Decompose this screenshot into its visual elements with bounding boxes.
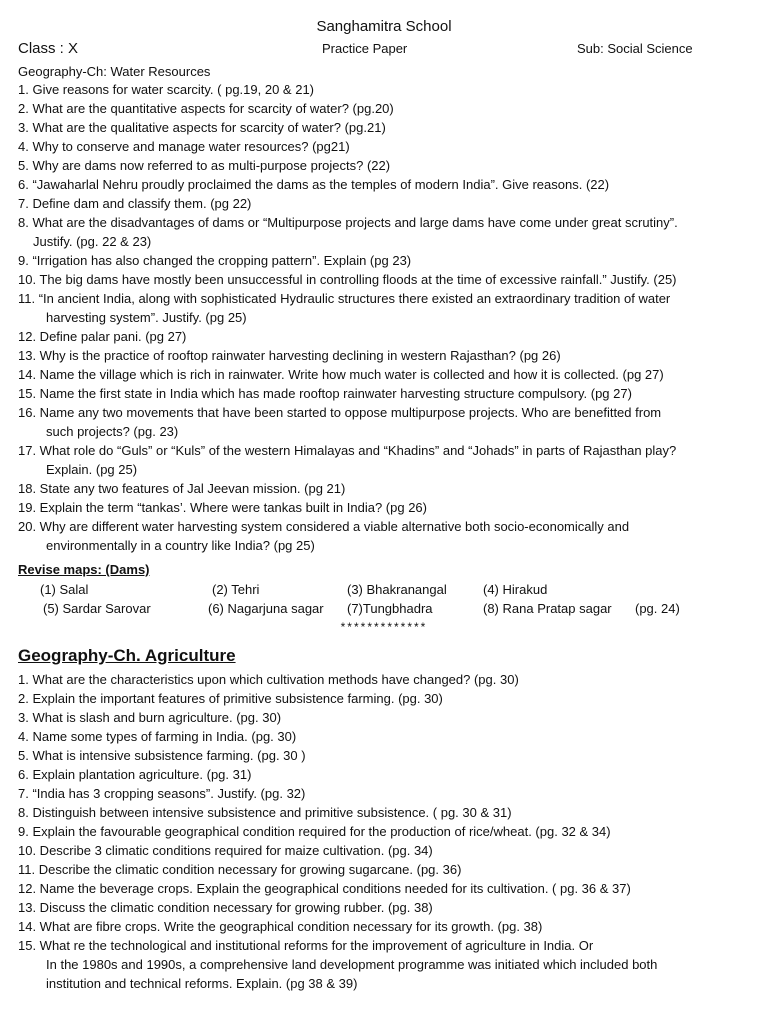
question-text: 13. Why is the practice of rooftop rainwater harvesting declining in western Rajasthan? (pg 26) (18, 348, 561, 363)
question-item (18, 708, 758, 727)
question-continuation: institution and technical reforms. Explain. (pg 38 & 39) (46, 976, 358, 991)
question-text: 19. Explain the term “tankas’. Where were tankas built in India? (pg 26) (18, 500, 427, 515)
question-item (18, 879, 758, 898)
question-text: 3. What is slash and burn agriculture. (pg. 30) (18, 710, 282, 725)
revise-maps-title: Revise maps: (Dams) (18, 562, 150, 577)
question-item (18, 118, 758, 137)
question-text: 12. Define palar pani. (pg 27) (18, 329, 187, 344)
question-item (18, 670, 758, 689)
question-item (18, 384, 758, 403)
question-text: 1. What are the characteristics upon which cultivation methods have changed? (pg. 30) (18, 672, 519, 687)
question-text: 11. “In ancient India, along with sophisticated Hydraulic structures there existed an extraordinary tradition of water (18, 291, 671, 306)
separator-stars: ************* (340, 620, 428, 634)
question-item (18, 746, 758, 765)
section-water-title: Geography-Ch: Water Resources (18, 64, 211, 79)
question-text: 9. Explain the favourable geographical condition required for the production of rice/wheat. (pg. 32 & 34) (18, 824, 611, 839)
question-item (18, 270, 758, 289)
water-questions-list (18, 80, 758, 555)
question-text: 15. What re the technological and institutional reforms for the improvement of agriculture in India. Or (18, 938, 594, 953)
question-item (18, 156, 758, 175)
question-text: 16. Name any two movements that have been started to oppose multipurpose projects. Who are benefitted from (18, 405, 662, 420)
map-item: (5) Sardar Sarovar (43, 601, 151, 616)
question-text: 9. “Irrigation has also changed the cropping pattern”. Explain (pg 23) (18, 253, 412, 268)
question-text: 6. Explain plantation agriculture. (pg. 31) (18, 767, 252, 782)
question-item (18, 727, 758, 746)
question-text: 5. What is intensive subsistence farming. (pg. 30 ) (18, 748, 306, 763)
question-continuation: Justify. (pg. 22 & 23) (33, 234, 152, 249)
question-item (18, 860, 758, 879)
question-text: 6. “Jawaharlal Nehru proudly proclaimed the dams as the temples of modern India”. Give reasons. (22) (18, 177, 610, 192)
question-text: 18. State any two features of Jal Jeevan mission. (pg 21) (18, 481, 346, 496)
question-item (18, 137, 758, 156)
question-text: 8. Distinguish between intensive subsistence and primitive subsistence. ( pg. 30 & 31) (18, 805, 512, 820)
question-text: 13. Discuss the climatic condition necessary for growing rubber. (pg. 38) (18, 900, 433, 915)
section-agriculture-title: Geography-Ch. Agriculture (18, 646, 236, 665)
question-item (18, 917, 758, 936)
question-text: 4. Name some types of farming in India. (pg. 30) (18, 729, 297, 744)
question-text: 17. What role do “Guls” or “Kuls” of the western Himalayas and “Khadins” and “Johads” in parts of Rajasthan play? (18, 443, 677, 458)
map-page-ref: (pg. 24) (635, 601, 680, 616)
question-item (18, 365, 758, 384)
question-text: 3. What are the qualitative aspects for scarcity of water? (pg.21) (18, 120, 386, 135)
question-text: 7. Define dam and classify them. (pg 22) (18, 196, 252, 211)
question-text: 12. Name the beverage crops. Explain the geographical conditions needed for its cultivation. ( pg. 36 & 37) (18, 881, 631, 896)
question-text: 10. Describe 3 climatic conditions required for maize cultivation. (pg. 34) (18, 843, 433, 858)
question-text: 2. What are the quantitative aspects for scarcity of water? (pg.20) (18, 101, 394, 116)
question-item (18, 517, 758, 555)
question-text: 14. What are fibre crops. Write the geographical condition necessary for its growth. (pg. 38) (18, 919, 543, 934)
question-item (18, 784, 758, 803)
question-item (18, 251, 758, 270)
question-text: 2. Explain the important features of primitive subsistence farming. (pg. 30) (18, 691, 443, 706)
map-item: (3) Bhakranangal (347, 582, 447, 597)
question-text: 10. The big dams have mostly been unsuccessful in controlling floods at the time of excessive rainfall.” Justify. (25) (18, 272, 677, 287)
question-item (18, 841, 758, 860)
question-item (18, 689, 758, 708)
question-item (18, 175, 758, 194)
map-item: (8) Rana Pratap sagar (483, 601, 612, 616)
question-text: 14. Name the village which is rich in rainwater. Write how much water is collected and how it is collected. (pg 27) (18, 367, 664, 382)
question-continuation: harvesting system”. Justify. (pg 25) (46, 310, 247, 325)
question-text: 8. What are the disadvantages of dams or “Multipurpose projects and large dams have come under great scrutiny”. (18, 215, 678, 230)
map-item: (2) Tehri (212, 582, 260, 597)
question-item (18, 765, 758, 784)
question-text: 4. Why to conserve and manage water resources? (pg21) (18, 139, 350, 154)
question-continuation: In the 1980s and 1990s, a comprehensive land development programme was initiated which included both (46, 957, 658, 972)
question-item (18, 289, 758, 327)
paper-title: Practice Paper (322, 41, 408, 56)
subject-label: Sub: Social Science (577, 41, 693, 56)
question-item (18, 213, 758, 251)
question-text: 7. “India has 3 cropping seasons”. Justify. (pg. 32) (18, 786, 306, 801)
question-item (18, 498, 758, 517)
question-item (18, 403, 758, 441)
question-item (18, 479, 758, 498)
question-item (18, 80, 758, 99)
map-item: (4) Hirakud (483, 582, 548, 597)
question-item (18, 327, 758, 346)
question-text: 11. Describe the climatic condition necessary for growing sugarcane. (pg. 36) (18, 862, 462, 877)
agriculture-questions-list (18, 670, 758, 993)
question-item (18, 936, 758, 993)
map-item: (7)Tungbhadra (347, 601, 433, 616)
question-continuation: such projects? (pg. 23) (46, 424, 179, 439)
map-item: (6) Nagarjuna sagar (208, 601, 324, 616)
school-name: Sanghamitra School (316, 18, 452, 35)
question-continuation: environmentally in a country like India? (pg 25) (46, 538, 315, 553)
question-text: 1. Give reasons for water scarcity. ( pg.19, 20 & 21) (18, 82, 314, 97)
question-item (18, 346, 758, 365)
question-item (18, 194, 758, 213)
class-label: Class : X (18, 40, 79, 57)
question-text: 15. Name the first state in India which has made rooftop rainwater harvesting structure compulsory. (pg 27) (18, 386, 632, 401)
question-item (18, 99, 758, 118)
question-text: 5. Why are dams now referred to as multi-purpose projects? (22) (18, 158, 391, 173)
question-continuation: Explain. (pg 25) (46, 462, 138, 477)
question-item (18, 441, 758, 479)
question-item (18, 822, 758, 841)
question-item (18, 898, 758, 917)
map-item: (1) Salal (40, 582, 89, 597)
question-item (18, 803, 758, 822)
question-text: 20. Why are different water harvesting system considered a viable alternative both socio-economically and (18, 519, 630, 534)
